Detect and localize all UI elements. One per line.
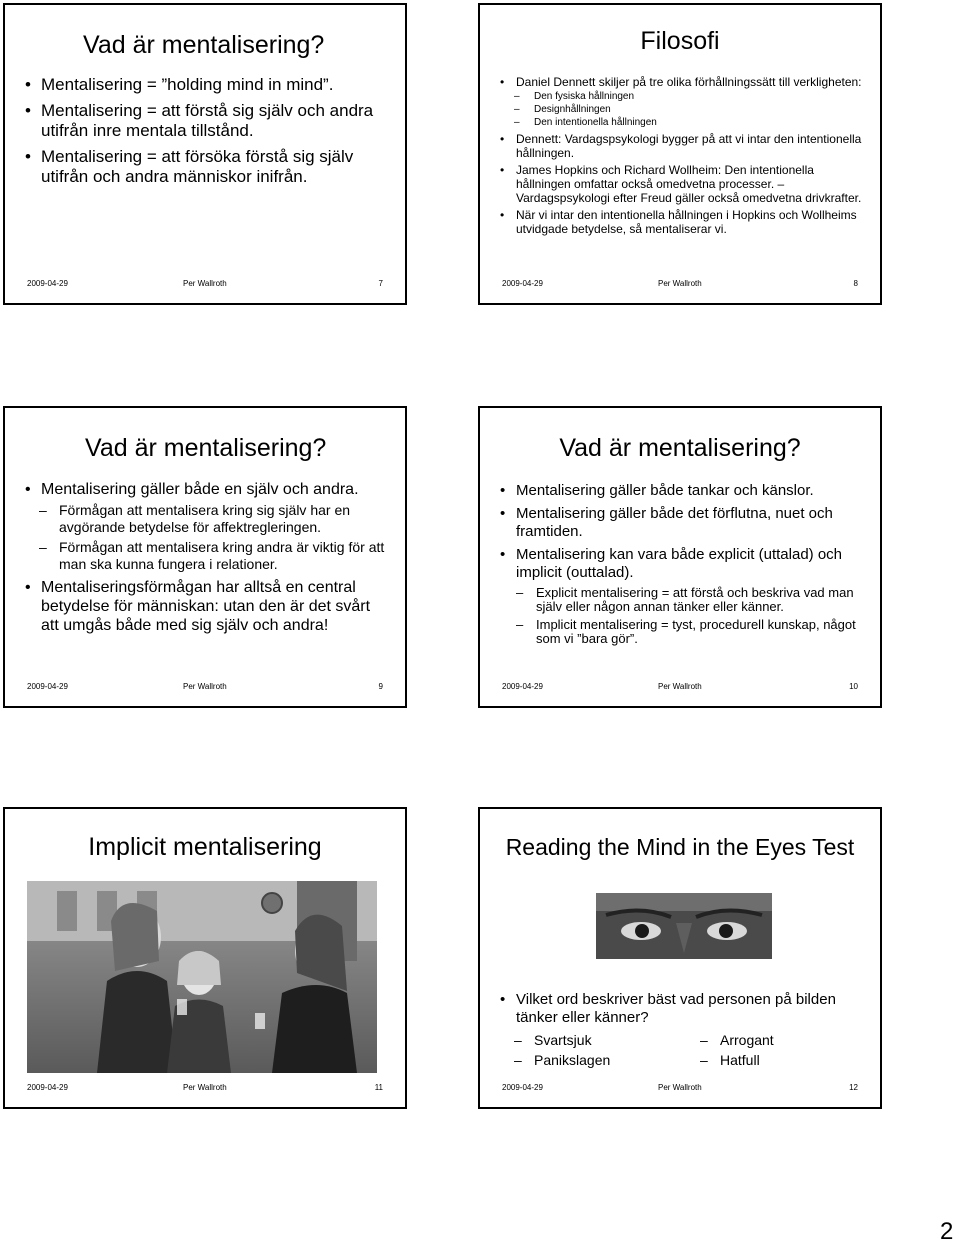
footer-date: 2009-04-29 [502, 682, 543, 691]
slide-title: Filosofi [640, 27, 720, 55]
footer-page: 10 [849, 682, 858, 691]
footer-page: 9 [378, 682, 383, 691]
sub-bullet: – Den fysiska hållningen [514, 90, 864, 103]
slide-9 [3, 406, 407, 708]
bullet: • Mentalisering kan vara både explicit (uttalad) och implicit (outtalad). [500, 546, 864, 582]
slide-footer [502, 1083, 858, 1095]
sub-bullet: – Förmågan att mentalisera kring sig själv har en avgörande betydelse för affektregleringen. [39, 502, 389, 536]
photo-illustration [27, 881, 377, 1073]
sub-bullet: – Förmågan att mentalisera kring andra är viktig för att man ska kunna fungera i relationer. [39, 539, 389, 573]
option-svartsjuk: – Svartsjuk [514, 1031, 592, 1050]
slide-10 [478, 406, 882, 708]
footer-page: 8 [853, 279, 858, 288]
slide-content [500, 482, 864, 646]
bullet: • Mentalisering gäller både tankar och känslor. [500, 482, 864, 500]
option-panikslagen: – Panikslagen [514, 1051, 610, 1070]
slide-footer [502, 682, 858, 694]
slide-7 [3, 3, 407, 305]
footer-date: 2009-04-29 [27, 682, 68, 691]
eyes-illustration [596, 893, 772, 959]
bullet: • Mentaliseringsförmågan har alltså en central betydelse för människan: utan den är det svårt att umgås både med sig själv och andra! [25, 578, 389, 635]
photo-three-women [27, 881, 377, 1073]
sub-bullet: – Designhållningen [514, 103, 864, 116]
slide-footer [27, 279, 383, 291]
slide-title: Vad är mentalisering? [83, 31, 325, 59]
bullet: • Vilket ord beskriver bäst vad personen på bilden tänker eller känner? [500, 991, 864, 1027]
footer-author: Per Wallroth [183, 279, 227, 288]
bullet: • Mentalisering = att försöka förstå sig själv utifrån och andra människor inifrån. [25, 147, 389, 187]
photo-eyes [596, 893, 772, 959]
bullet: • James Hopkins och Richard Wollheim: Den intentionella hållningen omfattar också omedvetna processer. – Vardagspsykologi efter Freud gäller också omedvetna drivkrafter. [500, 163, 864, 205]
bullet: • Dennett: Vardagspsykologi bygger på att vi intar den intentionella hållningen. [500, 132, 864, 160]
footer-author: Per Wallroth [658, 279, 702, 288]
slide-content [25, 480, 389, 635]
footer-page: 7 [378, 279, 383, 288]
sub-bullet: – Implicit mentalisering = tyst, procedurell kunskap, något som vi ”bara gör”. [516, 618, 864, 646]
footer-author: Per Wallroth [658, 1083, 702, 1092]
footer-page: 12 [849, 1083, 858, 1092]
footer-date: 2009-04-29 [502, 1083, 543, 1092]
slide-content [25, 75, 389, 187]
slide-title: Reading the Mind in the Eyes Test [505, 834, 855, 860]
sub-bullet: – Explicit mentalisering = att förstå och beskriva vad man själv eller någon annan tänker eller känner. [516, 586, 864, 614]
slide-title: Vad är mentalisering? [559, 434, 801, 462]
bullet: • Mentalisering = att förstå sig själv och andra utifrån inre mentala tillstånd. [25, 101, 389, 141]
slide-footer [27, 682, 383, 694]
bullet: • Mentalisering gäller både en själv och andra. [25, 480, 389, 499]
slide-8 [478, 3, 882, 305]
footer-date: 2009-04-29 [27, 1083, 68, 1092]
footer-author: Per Wallroth [183, 1083, 227, 1092]
page-number: 2 [940, 1218, 954, 1245]
option-arrogant: – Arrogant [700, 1031, 774, 1050]
footer-date: 2009-04-29 [27, 279, 68, 288]
bullet: • När vi intar den intentionella hållningen i Hopkins och Wollheims utvidgade betydelse, så mentaliserar vi. [500, 208, 864, 236]
footer-author: Per Wallroth [658, 682, 702, 691]
slide-footer [27, 1083, 383, 1095]
footer-page: 11 [374, 1083, 383, 1092]
slide-content [500, 75, 864, 236]
option-hatfull: – Hatfull [700, 1051, 760, 1070]
slide-footer [502, 279, 858, 291]
slide-title: Vad är mentalisering? [85, 434, 327, 462]
slide-12 [478, 807, 882, 1109]
footer-author: Per Wallroth [183, 682, 227, 691]
sub-bullet: – Den intentionella hållningen [514, 116, 864, 129]
slide-11 [3, 807, 407, 1109]
bullet: • Daniel Dennett skiljer på tre olika förhållningssätt till verkligheten: [500, 75, 864, 89]
slide-title: Implicit mentalisering [88, 833, 322, 861]
footer-date: 2009-04-29 [502, 279, 543, 288]
bullet: • Mentalisering = ”holding mind in mind”. [25, 75, 389, 95]
answer-options [500, 1031, 864, 1073]
bullet: • Mentalisering gäller både det förflutna, nuet och framtiden. [500, 505, 864, 541]
slide-content [500, 991, 864, 1073]
